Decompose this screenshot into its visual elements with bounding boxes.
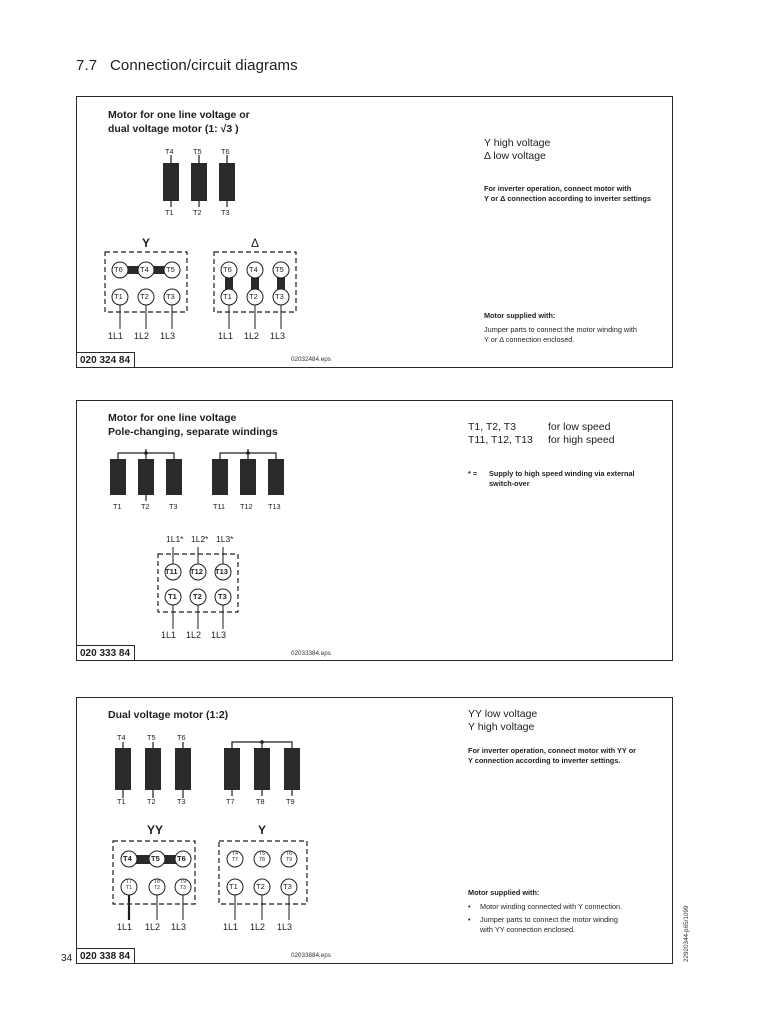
winding-coil xyxy=(268,459,284,495)
terminal-label: T3 xyxy=(275,292,284,301)
section-number: 7.7 xyxy=(76,57,98,74)
supplied-title: Motor supplied with: xyxy=(484,311,556,320)
line-label: 1L1 xyxy=(161,630,177,640)
winding-label: T5 xyxy=(147,733,156,742)
part-code: 020 324 84 xyxy=(76,352,135,368)
diagram-panel-3 xyxy=(76,697,673,964)
part-code: 020 338 84 xyxy=(76,948,135,964)
terminal-label: T4 xyxy=(123,854,132,863)
panel-1-title: Motor for one line voltage or dual voltage motor (1: √3 ) xyxy=(108,109,250,135)
inverter-note: For inverter operation, connect motor with YY or Y connection according to inverter settings. xyxy=(468,746,636,765)
block-label-yy: YY xyxy=(147,823,164,837)
voltage-legend: Y high voltage Δ low voltage xyxy=(484,137,551,162)
terminal-label: T11 xyxy=(165,567,178,576)
terminal-label: T5 xyxy=(151,854,160,863)
terminal-label: T9 T3 xyxy=(180,879,186,891)
section-title: Connection/circuit diagrams xyxy=(109,57,298,74)
winding-label: T3 xyxy=(177,797,186,806)
winding-label: T2 xyxy=(141,502,150,511)
terminal-label: T6 xyxy=(177,854,186,863)
terminal-label: T1 xyxy=(168,592,177,601)
voltage-legend: YY low voltage Y high voltage xyxy=(468,708,538,733)
winding-coil xyxy=(191,163,207,201)
line-label: 1L3 xyxy=(270,331,286,341)
line-label: 1L1 xyxy=(117,922,133,932)
line-label: 1L2 xyxy=(186,630,202,640)
winding-label: T5 xyxy=(193,147,202,156)
winding-label: T13 xyxy=(268,502,281,511)
inverter-note: For inverter operation, connect motor with Y or Δ connection according to inverter settings xyxy=(484,184,651,203)
terminal-label: T3 xyxy=(283,882,292,891)
eps-filename: 02033384.eps xyxy=(291,650,331,657)
winding-coil xyxy=(284,748,300,790)
eps-filename: 02033884.eps xyxy=(291,952,331,959)
terminal-label: T4 xyxy=(249,265,258,274)
terminal-label: T6 xyxy=(114,265,123,274)
winding-coil xyxy=(240,459,256,495)
winding-label: T11 xyxy=(213,502,226,511)
terminal-label: T5 T8 xyxy=(259,851,265,863)
winding-label: T6 xyxy=(177,733,186,742)
winding-coil xyxy=(219,163,235,201)
section-heading xyxy=(76,57,298,74)
terminal-label: T4 T7 xyxy=(232,851,238,863)
terminal-label: T12 xyxy=(190,567,203,576)
terminal-label: T13 xyxy=(215,567,228,576)
winding-coil xyxy=(224,748,240,790)
winding-coil xyxy=(138,459,154,495)
terminal-label: T1 xyxy=(229,882,238,891)
footnote: * = Supply to high speed winding via external switch-over xyxy=(468,469,635,488)
winding-label: T1 xyxy=(113,502,122,511)
winding-coil xyxy=(254,748,270,790)
winding-coil xyxy=(110,459,126,495)
part-code: 020 333 84 xyxy=(76,645,135,661)
winding-label: T2 xyxy=(147,797,156,806)
terminal-label: T4 xyxy=(140,265,149,274)
winding-label: T12 xyxy=(240,502,253,511)
winding-coil xyxy=(145,748,161,790)
terminal-label: T6 xyxy=(223,265,232,274)
speed-legend: T1, T2, T3 for low speed T11, T12, T13 for high speed xyxy=(468,421,615,446)
winding-label: T3 xyxy=(221,208,230,217)
winding-label: T1 xyxy=(165,208,174,217)
supplied-text: Jumper parts to connect the motor winding with Y or Δ connection enclosed. xyxy=(484,325,637,344)
winding-label: T9 xyxy=(286,797,295,806)
line-label: 1L1 xyxy=(223,922,239,932)
terminal-label: T8 T2 xyxy=(154,879,160,891)
terminal-label: T6 T9 xyxy=(286,851,292,863)
line-label: 1L3 xyxy=(211,630,227,640)
supplied-title: Motor supplied with: xyxy=(468,888,540,897)
winding-coil xyxy=(115,748,131,790)
page-number: 34 xyxy=(61,953,73,964)
terminal-label: T1 xyxy=(114,292,123,301)
panel-3-title: Dual voltage motor (1:2) xyxy=(108,709,229,721)
block-label-y: Y xyxy=(142,236,151,250)
diagram-panel-2 xyxy=(76,400,673,661)
line-label: 1L1 xyxy=(108,331,124,341)
terminal-label: T5 xyxy=(275,265,284,274)
line-label: 1L1* xyxy=(166,534,184,544)
winding-label: T1 xyxy=(117,797,126,806)
terminal-label: T2 xyxy=(256,882,265,891)
line-label: 1L2 xyxy=(145,922,161,932)
line-label: 1L2* xyxy=(191,534,209,544)
terminal-label: T2 xyxy=(193,592,202,601)
winding-label: T8 xyxy=(256,797,265,806)
line-label: 1L3 xyxy=(160,331,176,341)
winding-coil xyxy=(212,459,228,495)
terminal-label: T5 xyxy=(166,265,175,274)
winding-label: T7 xyxy=(226,797,235,806)
terminal-label: T3 xyxy=(166,292,175,301)
terminal-label: T7 T1 xyxy=(126,879,132,891)
winding-label: T6 xyxy=(221,147,230,156)
winding-label: T4 xyxy=(165,147,174,156)
block-label-delta: Δ xyxy=(251,236,260,250)
line-label: 1L1 xyxy=(218,331,234,341)
block-label-y: Y xyxy=(258,823,267,837)
winding-label: T2 xyxy=(193,208,202,217)
diagram-panel-1 xyxy=(76,96,673,368)
terminal-label: T2 xyxy=(140,292,149,301)
supplied-list: • Motor winding connected with Y connection. • Jumper parts to connect the motor winding with YY connection enclosed. xyxy=(468,902,622,935)
terminal-label: T2 xyxy=(249,292,258,301)
winding-coil xyxy=(166,459,182,495)
line-label: 1L2 xyxy=(250,922,266,932)
line-label: 1L3 xyxy=(277,922,293,932)
line-label: 1L2 xyxy=(134,331,150,341)
winding-coil xyxy=(175,748,191,790)
terminal-label: T1 xyxy=(223,292,232,301)
winding-label: T3 xyxy=(169,502,178,511)
terminal-label: T3 xyxy=(218,592,227,601)
line-label: 1L2 xyxy=(244,331,260,341)
line-label: 1L3 xyxy=(171,922,187,932)
winding-coil xyxy=(163,163,179,201)
eps-filename: 02032484.eps xyxy=(291,356,331,363)
winding-label: T4 xyxy=(117,733,126,742)
panel-2-title: Motor for one line voltage Pole-changing, separate windings xyxy=(108,412,278,438)
line-label: 1L3* xyxy=(216,534,234,544)
side-code: 22920344-p65/1099 xyxy=(683,905,690,962)
